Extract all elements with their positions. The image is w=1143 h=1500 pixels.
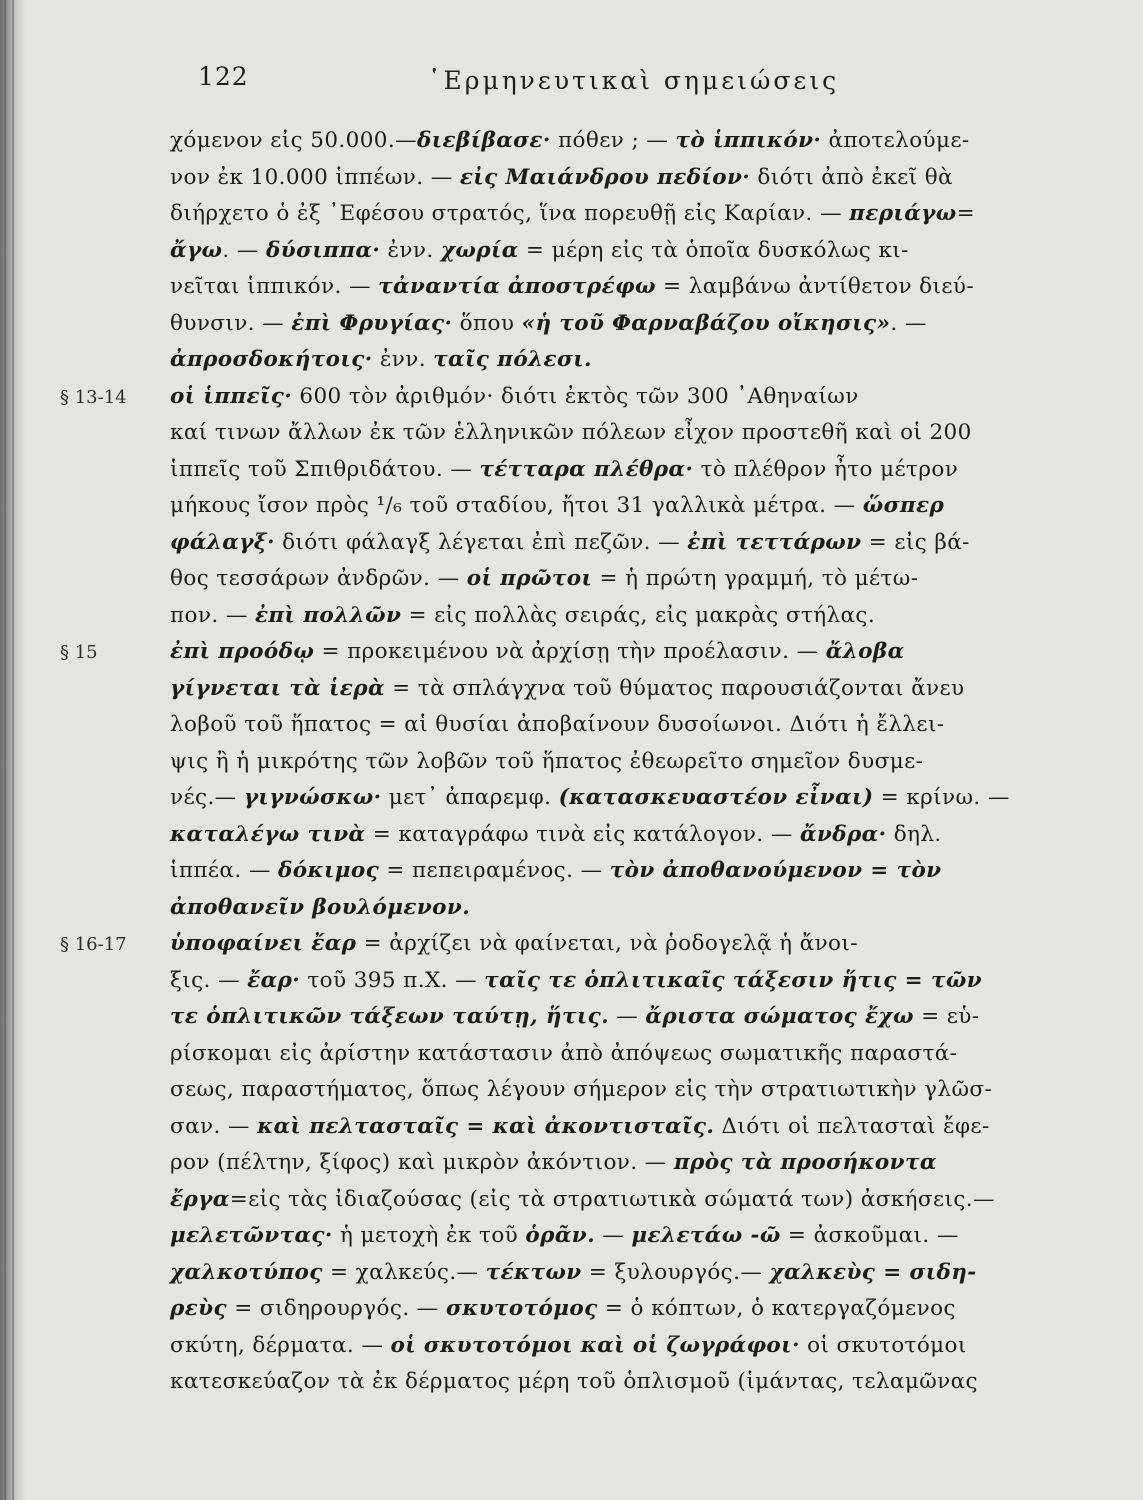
lemma-term: (κατασκευαστέον εἶναι) (558, 785, 874, 810)
gloss-text: θος τεσσάρων ἀνδρῶν. — (170, 566, 467, 591)
gloss-text: = χαλκεύς.— (322, 1259, 486, 1285)
text-line (60, 676, 1100, 713)
line-text (170, 858, 1100, 883)
text-line (60, 201, 1100, 238)
gloss-text: σκύτη, δέρματα. — (170, 1332, 391, 1358)
line-text (170, 128, 1100, 153)
lemma-term: τε ὁπλιτικῶν τάξεων ταύτῃ, ἥτις. (170, 1004, 609, 1029)
line-text (170, 895, 1100, 920)
lemma-term: οἱ ἱππεῖς· (170, 383, 293, 409)
text-line (60, 749, 1100, 786)
gloss-text: = ἀσκοῦμαι. — (780, 1223, 959, 1248)
page-edge-line (12, 0, 14, 1500)
gloss-text: = κρίνω. — (873, 785, 1010, 810)
lemma-term: ἐπὶ προόδῳ (170, 639, 315, 664)
text-line (60, 1333, 1100, 1370)
gloss-text: = ξυλουργός.— (581, 1259, 770, 1285)
gloss-text: ξις. — (170, 967, 248, 993)
lemma-term: ἀπροσδοκήτοις· (170, 347, 373, 372)
text-line (60, 1114, 1100, 1151)
line-text (170, 822, 1100, 847)
gloss-text: νον ἐκ 10.000 ἱππέων. — (170, 164, 460, 190)
gloss-text: σαν. — (170, 1113, 258, 1139)
page-edge-line (4, 0, 6, 1500)
lemma-term: τὸν ἀποθανούμενον = τὸν (609, 858, 942, 883)
line-text (170, 566, 1100, 591)
gloss-text: νεῖται ἱππικόν. — (170, 274, 379, 299)
lemma-term: ταῖς πόλεσι. (433, 347, 592, 372)
line-text (170, 201, 1100, 226)
text-line (60, 1369, 1100, 1406)
gloss-text: = πεπειραμένος. — (379, 858, 610, 883)
gloss-text: = σιδηρουργός. — (226, 1296, 446, 1321)
gloss-text: = λαμβάνω ἀντίθετον διεύ- (655, 274, 974, 299)
gloss-text: = ὁ κόπτων, ὁ κατεργαζόμενος (597, 1296, 956, 1321)
line-text (170, 712, 1100, 737)
text-line (60, 712, 1100, 749)
gloss-text: = τὰ σπλάγχνα τοῦ θύματος παρουσιάζονται ἄνευ (384, 675, 965, 701)
line-text (170, 603, 1100, 628)
text-line (60, 1260, 1100, 1297)
gloss-text: = καταγράφω τινὰ εἰς κατάλογον. — (365, 821, 800, 847)
lemma-term: ἔργα (170, 1186, 230, 1212)
gloss-text: κατεσκεύαζον τὰ ἐκ δέρματος μέρη τοῦ ὁπλισμοῦ (ἱμάντας, τελαμῶνας (170, 1369, 978, 1394)
lemma-term: οἱ πρῶτοι (466, 566, 593, 591)
gloss-text: οἱ σκυτοτόμοι (799, 1332, 967, 1358)
line-text (170, 1114, 1100, 1139)
gloss-text: ρίσκομαι εἰς ἀρίστην κατάστασιν ἀπὸ ἀπόψεως σωματικῆς παραστά- (170, 1040, 958, 1066)
gloss-text: ψις ἢ ἡ μικρότης τῶν λοβῶν τοῦ ἥπατος ἐθεωρεῖτο σημεῖον δυσμε- (170, 748, 924, 774)
gloss-text: 600 τὸν ἀριθμόν· διότι ἐκτὸς τῶν 300 ᾿Αθηναίων (292, 383, 859, 409)
line-text (170, 1333, 1100, 1358)
gloss-text: — (595, 1223, 632, 1248)
text-line (60, 530, 1100, 567)
gloss-text: ἱππεῖς τοῦ Σπιθριδάτου. — (170, 456, 480, 482)
lemma-term: ἀποθανεῖν βουλόμενον. (170, 894, 471, 920)
text-line (60, 128, 1100, 165)
line-text (170, 1077, 1100, 1102)
lemma-term: διεβίβασε· (417, 128, 551, 153)
text-line (60, 493, 1100, 530)
line-text (170, 1369, 1100, 1394)
text-line (60, 603, 1100, 640)
lemma-term: ἔαρ· (247, 967, 301, 993)
text-line (60, 968, 1100, 1005)
gloss-text: ἀποτελούμε- (821, 128, 970, 153)
lemma-term: γίγνεται τὰ ἱερὰ (170, 675, 385, 701)
text-line (60, 1150, 1100, 1187)
lemma-term: χαλκεὺς = σιδη- (769, 1259, 977, 1285)
gloss-text: χόμενον εἰς 50.000.— (170, 128, 418, 153)
gloss-text: ἐνν. (380, 237, 441, 263)
gloss-text: ἱππέα. — (170, 858, 278, 883)
line-text (170, 1150, 1100, 1175)
gloss-text: ὅπου (452, 310, 522, 336)
lemma-term: ὁρᾶν. (525, 1223, 595, 1248)
line-text (170, 931, 1100, 956)
line-text (170, 347, 1100, 372)
text-line (60, 384, 1100, 421)
text-line (60, 274, 1100, 311)
gloss-text: — (609, 1004, 646, 1029)
lemma-term: χαλκοτύπος (170, 1259, 323, 1285)
text-line (60, 1296, 1100, 1333)
gloss-text: = εὑ- (913, 1004, 980, 1029)
gloss-text: = ἀρχίζει νὰ φαίνεται, νὰ ῥοδογελᾷ ἡ ἄνοι- (356, 931, 858, 956)
line-text (170, 420, 1100, 445)
line-text (170, 1041, 1100, 1066)
line-text (170, 785, 1100, 810)
text-line (60, 238, 1100, 275)
line-text (170, 457, 1100, 482)
lemma-term: «ἡ τοῦ Φαρναβάζου οἴκησις» (521, 310, 891, 336)
text-line (60, 1223, 1100, 1260)
gloss-text: = μέρη εἰς τὰ ὁποῖα δυσκόλως κι- (518, 237, 909, 263)
line-text (170, 493, 1100, 518)
text-line (60, 822, 1100, 859)
gloss-text: = (956, 201, 976, 226)
text-line (60, 165, 1100, 202)
line-text (170, 1296, 1100, 1321)
gloss-text: = εἰς βά- (861, 529, 970, 555)
line-text (170, 165, 1100, 190)
lemma-term: ὑποφαίνει ἔαρ (170, 931, 357, 956)
lemma-term: ὥσπερ (862, 493, 945, 518)
lemma-term: σκυτοτόμος (445, 1296, 598, 1321)
gloss-text: μήκους ἴσον πρὸς ¹/₆ τοῦ σταδίου, ἤτοι 31 γαλλικὰ μέτρα. — (170, 493, 863, 518)
lemma-term: πρὸς τὰ προσήκοντα (673, 1150, 937, 1175)
text-line (60, 1187, 1100, 1224)
lemma-term: δόκιμος (277, 858, 380, 883)
lemma-term: φάλαγξ· (170, 529, 275, 555)
gloss-text: νές.— (170, 785, 244, 810)
gloss-text: τὸ πλέθρον ἦτο μέτρον (693, 456, 959, 482)
line-text (170, 1223, 1100, 1248)
gloss-text: καί τινων ἄλλων ἐκ τῶν ἑλληνικῶν πόλεων εἶχον προστεθῆ καὶ οἱ 200 (170, 420, 972, 445)
gloss-text: πον. — (170, 602, 255, 628)
line-text (170, 749, 1100, 774)
lemma-term: γιγνώσκω· (243, 785, 382, 810)
page-header (198, 62, 1078, 102)
line-text (170, 1187, 1100, 1212)
section-marker: § 16-17 (60, 934, 127, 955)
lemma-term: καὶ πελτασταῖς = καὶ ἀκοντισταῖς. (257, 1113, 715, 1139)
lemma-term: ἄνδρα· (799, 821, 887, 847)
text-line (60, 311, 1100, 348)
lemma-term: τὸ ἱππικόν· (675, 128, 822, 153)
text-line (60, 785, 1100, 822)
text-line (60, 347, 1100, 384)
text-line (60, 1077, 1100, 1114)
text-line (60, 457, 1100, 494)
lemma-term: ἐπὶ πολλῶν (254, 602, 402, 628)
lemma-term: δύσιππα· (266, 237, 381, 263)
gloss-text: θυνσιν. — (170, 310, 292, 336)
text-line (60, 420, 1100, 457)
text-line (60, 639, 1100, 676)
running-title: ῾Ερμηνευτικαὶ σημειώσεις (428, 66, 840, 95)
lemma-term: μελετάω -ῶ (631, 1223, 781, 1248)
gloss-text: ἐνν. (372, 347, 434, 372)
gloss-text: Διότι οἱ πελτασταὶ ἔφε- (714, 1113, 990, 1139)
gloss-text: μετ᾽ ἀπαρεμφ. (381, 785, 559, 810)
commentary-text (60, 128, 1100, 1406)
line-text (170, 238, 1100, 263)
lemma-term: οἱ σκυτοτόμοι καὶ οἱ ζωγράφοι· (390, 1332, 800, 1358)
gloss-text: διήρχετο ὁ ἐξ ᾿Εφέσου στρατός, ἵνα πορευθῇ εἰς Καρίαν. — (170, 201, 850, 226)
lemma-term: περιάγω (849, 201, 957, 226)
text-line (60, 858, 1100, 895)
lemma-term: τέκτων (485, 1259, 582, 1285)
section-marker: § 15 (60, 642, 98, 663)
lemma-term: εἰς Μαιάνδρου πεδίον· (459, 164, 751, 190)
section-marker: § 13-14 (60, 386, 127, 408)
lemma-term: ταῖς τε ὁπλιτικαῖς τάξεσιν ἥτις = τῶν (484, 967, 983, 993)
gloss-text: ρον (πέλτην, ξίφος) καὶ μικρὸν ἀκόντιον. — (170, 1150, 674, 1175)
text-line (60, 931, 1100, 968)
lemma-term: ἄλοβα (825, 639, 905, 664)
gloss-text: σεως, παραστήματος, ὅπως λέγουν σήμερον εἰς τὴν στρατιωτικὴν γλῶσ- (170, 1077, 993, 1102)
gloss-text: τοῦ 395 π.Χ. — (300, 967, 485, 993)
gloss-text: =εἰς τὰς ἰδιαζούσας (εἰς τὰ στρατιωτικὰ σώματά των) ἀσκήσεις.— (229, 1186, 995, 1212)
lemma-term: χωρία (440, 237, 519, 263)
line-text (170, 639, 1100, 664)
gloss-text: ἡ μετοχὴ ἐκ τοῦ (332, 1223, 526, 1248)
lemma-term: ἐπὶ τεττάρων (687, 529, 862, 555)
line-text (170, 968, 1100, 993)
gloss-text: διότι φάλαγξ λέγεται ἐπὶ πεζῶν. — (274, 529, 688, 555)
gloss-text: διότι ἀπὸ ἐκεῖ θὰ (750, 164, 953, 190)
lemma-term: τἀναντία ἀποστρέφω (378, 274, 656, 299)
gloss-text: = προκειμένου νὰ ἀρχίσῃ τὴν προέλασιν. — (314, 639, 826, 664)
lemma-term: ἄριστα σώματος ἔχω (645, 1004, 914, 1029)
gloss-text: πόθεν ; — (550, 128, 676, 153)
line-text (170, 530, 1100, 555)
lemma-term: μελετῶντας· (170, 1223, 333, 1248)
text-line (60, 566, 1100, 603)
gloss-text: λοβοῦ τοῦ ἥπατος = αἱ θυσίαι ἀποβαίνουν δυσοίωνοι. Διότι ἡ ἔλλει- (170, 712, 945, 737)
text-line (60, 1041, 1100, 1078)
gloss-text: δηλ. (886, 821, 942, 847)
line-text (170, 311, 1100, 336)
lemma-term: ρεὺς (170, 1296, 227, 1321)
lemma-term: ἄγω (170, 237, 223, 263)
gloss-text: . — (890, 310, 927, 336)
text-line (60, 1004, 1100, 1041)
line-text (170, 384, 1100, 409)
gloss-text: = εἰς πολλὰς σειράς, εἰς μακρὰς στήλας. (401, 602, 876, 628)
gloss-text: . — (222, 237, 267, 263)
line-text (170, 1260, 1100, 1285)
lemma-term: καταλέγω τινὰ (170, 821, 366, 847)
gloss-text: = ἡ πρώτη γραμμή, τὸ μέτω- (592, 566, 919, 591)
page-number: 122 (198, 62, 249, 91)
text-line (60, 895, 1100, 932)
lemma-term: ἐπὶ Φρυγίας· (291, 310, 453, 336)
lemma-term: τέτταρα πλέθρα· (479, 456, 694, 482)
line-text (170, 676, 1100, 701)
line-text (170, 274, 1100, 299)
line-text (170, 1004, 1100, 1029)
